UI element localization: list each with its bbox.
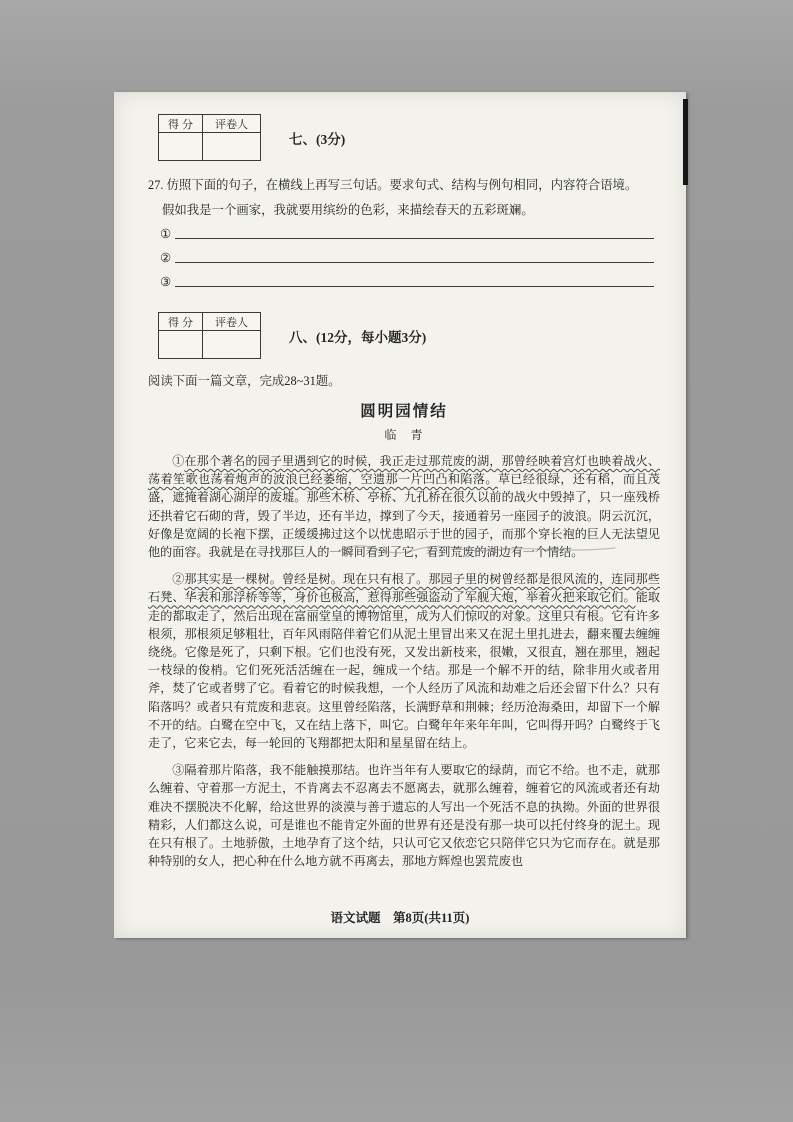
answer-blank-1	[160, 220, 658, 242]
para-1-marker: ①	[172, 454, 185, 468]
grader-entry-cell	[203, 331, 261, 359]
section-7-score-block	[158, 114, 660, 161]
para-2-emphasized-text: 那其实是一棵树。曾经是树。现在只有根了。那园子里的树曾经都是很风流的，连同那些石凳、华表和那浮桥等等，身价也极高，惹得那些强盗动了军舰大炮，举着火把来取它们。	[148, 572, 660, 605]
question-27-number: 27.	[148, 178, 164, 192]
question-27-example: 假如我是一个画家，我就要用缤纷的色彩，来描绘春天的五彩斑斓。	[162, 203, 534, 217]
blank-1-line	[175, 238, 654, 239]
section-8-score-block	[158, 312, 660, 359]
para-2-text: 能取走的都取走了，然后出现在富丽堂皇的博物馆里，成为人们惊叹的对象。这里只有根。它有许多根须，那根须足够粗壮，百年风雨陪伴着它们从泥土里冒出来又在泥土里扎进去，翻来覆去缠缠绕绕。它像是死了，只剩下根。它们也没有死，又发出新枝来，很嫩，又很直，翘在那里，翘起一枝绿的俊梢。它们死死活活缠在一起，缠成一个结。那是一个解不开的结，除非用火或者用斧，焚了它或者劈了它。看着它的时候我想，一个人经历了风流和劫难之后还会留下什么？只有陷落吗？或者只有荒废和悲哀。这里曾经陷落，长满野草和荆棘；经历沧海桑田，却留下一个解不开的结。白鹭在空中飞，又在结上落下，叫它。白鹭年年来年年叫，它叫得开吗？白鹭终于飞走了，它来它去，每一轮回的飞翔都把太阳和星星留在结上。	[148, 590, 660, 751]
score-table	[158, 114, 261, 161]
score-label-cell: 得 分	[159, 115, 203, 133]
section-8-heading: 八、(12分，每小题3分)	[289, 329, 427, 345]
essay-paragraph-1	[148, 452, 660, 561]
score-entry-cell	[159, 133, 203, 161]
essay-title: 圆明园情结	[360, 403, 448, 420]
blank-1-marker: ①	[160, 227, 172, 241]
essay-paragraph-3	[148, 761, 660, 870]
essay-author: 临 青	[384, 428, 424, 442]
score-label-cell: 得 分	[159, 313, 203, 331]
scan-edge-mark	[683, 99, 688, 185]
para-1-emphasized-text: 在那个著名的园子里遇到它的时候，我正走过那荒废的湖，那曾经映着宫灯也映着战火、荡着笙歌也荡着炮声的波浪已经萎缩，空遗那一片凹凸和陷落。	[148, 454, 660, 487]
para-3-marker: ③	[172, 763, 185, 778]
answer-blank-2	[160, 244, 658, 266]
para-1-text: 草已经很绿，还有稻，而且茂盛，遮掩着湖心湖岸的废墟。那些木桥、亭桥、九孔桥在很久以前的战火中毁掉了，只一座残桥还拱着它石砌的背，毁了半边，还有半边，撑到了今天，接通着另一座园子的波浪。阴云沉沉，好像是宽阔的长袍下摆，正缓缓拂过这个以忧患昭示于世的园子，而那个穿长袍的巨人无法望见他的面容。我就是在寻找那巨人的一瞬间看到了它，看到荒废的湖边有一个情结。	[148, 472, 660, 560]
question-27	[148, 175, 660, 193]
answer-blank-3	[160, 268, 658, 290]
blank-2-line	[175, 262, 654, 263]
para-2-marker: ②	[172, 572, 185, 587]
essay-paragraph-2	[148, 570, 660, 752]
section-7-heading: 七、(3分)	[289, 131, 346, 147]
blank-3-marker: ③	[160, 275, 172, 289]
page-footer: 语文试题 第8页(共11页)	[330, 911, 470, 925]
exam-paper-page	[114, 92, 686, 938]
score-entry-cell	[159, 331, 203, 359]
para-3-text: 隔着那片陷落，我不能触摸那结。也许当年有人要取它的绿荫，而它不给。也不走，就那么缠着、守着那一方泥土，不肯离去不忍离去不愿离去，就那么缠着，缠着它的风流或者还有劫难决不摆脱决不化解，给这世界的淡漠与善于遗忘的人写出一个死活不息的执拗。外面的世界很精彩，人们都这么说，可是谁也不能肯定外面的世界有还是没有那一块可以托付终身的泥土。现在只有根了。土地骄傲，土地孕育了这个结，只认可它又依恋它只陪伴它只为它而存在。就是那种特别的女人，把心种在什么地方就不再离去，那地方辉煌也罢荒废也	[148, 763, 660, 869]
blank-3-line	[175, 286, 654, 287]
grader-label-cell: 评卷人	[203, 313, 261, 331]
section-8-instruction: 阅读下面一篇文章，完成28~31题。	[148, 374, 341, 388]
score-table	[158, 312, 261, 359]
blank-2-marker: ②	[160, 251, 172, 265]
grader-label-cell: 评卷人	[203, 115, 261, 133]
question-27-prompt: 仿照下面的句子，在横线上再写三句话。要求句式、结构与例句相同，内容符合语境。	[166, 178, 638, 192]
grader-entry-cell	[203, 133, 261, 161]
